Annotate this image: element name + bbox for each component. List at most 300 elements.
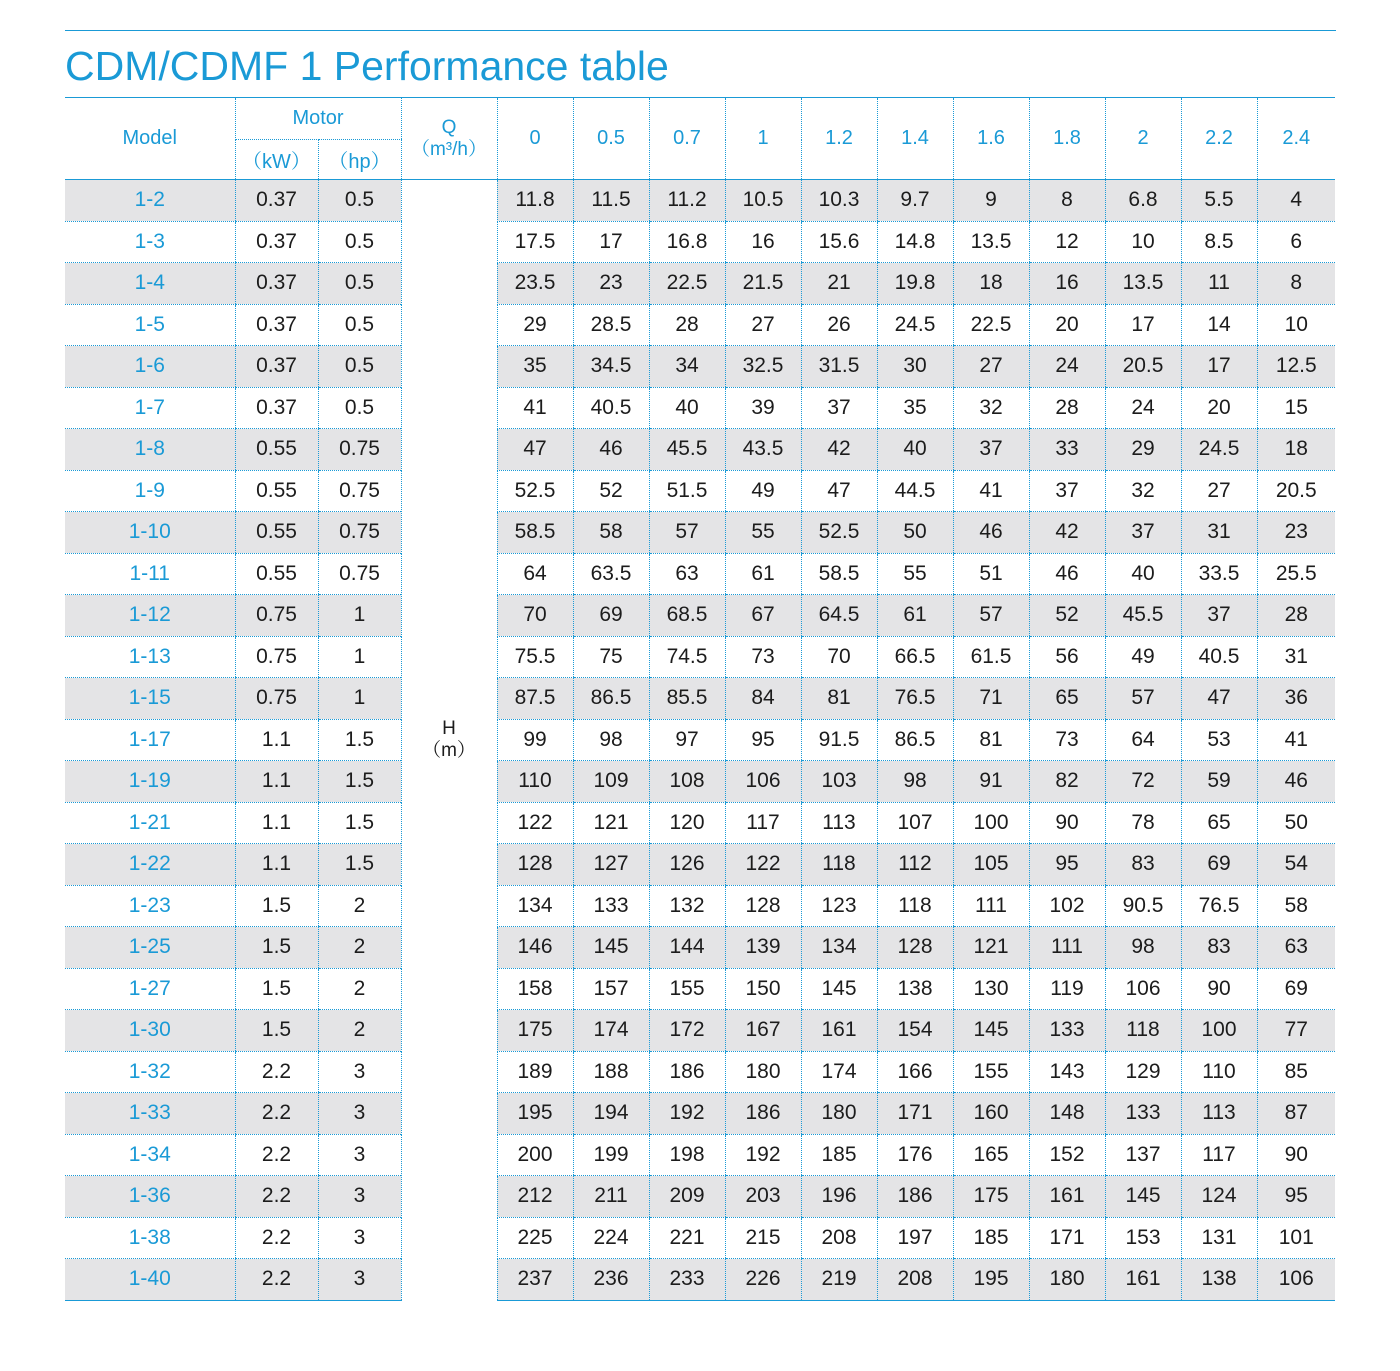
head-value-cell: 31 (1257, 636, 1335, 678)
hp-cell: 0.75 (318, 470, 401, 512)
table-row (65, 1259, 1335, 1301)
kw-cell: 0.55 (235, 429, 318, 471)
head-value-cell: 117 (1181, 1134, 1257, 1176)
head-value-cell: 39 (725, 387, 801, 429)
head-value-cell: 171 (1029, 1217, 1105, 1259)
head-value-cell: 76.5 (1181, 885, 1257, 927)
head-value-cell: 128 (497, 844, 573, 886)
head-value-cell: 121 (573, 802, 649, 844)
head-value-cell: 11 (1181, 263, 1257, 305)
hp-cell: 3 (318, 1093, 401, 1135)
head-value-cell: 52.5 (801, 512, 877, 554)
head-value-cell: 122 (497, 802, 573, 844)
head-value-cell: 90 (1257, 1134, 1335, 1176)
head-value-cell: 75.5 (497, 636, 573, 678)
head-value-cell: 215 (725, 1217, 801, 1259)
head-value-cell: 16.8 (649, 221, 725, 263)
model-cell: 1-19 (65, 761, 235, 803)
kw-cell: 0.37 (235, 346, 318, 388)
head-value-cell: 198 (649, 1134, 725, 1176)
head-value-cell: 208 (877, 1259, 953, 1301)
head-value-cell: 25.5 (1257, 553, 1335, 595)
head-value-cell: 29 (1105, 429, 1181, 471)
model-cell: 1-7 (65, 387, 235, 429)
table-row (65, 761, 1335, 803)
kw-cell: 0.55 (235, 470, 318, 512)
hp-cell: 1 (318, 595, 401, 637)
head-value-cell: 221 (649, 1217, 725, 1259)
kw-header: （kW） (235, 140, 318, 180)
table-row (65, 1217, 1335, 1259)
head-value-cell: 19.8 (877, 263, 953, 305)
head-value-cell: 58 (1257, 885, 1335, 927)
hp-cell: 1.5 (318, 719, 401, 761)
head-value-cell: 52 (573, 470, 649, 512)
table-row (65, 180, 1335, 222)
head-value-cell: 110 (1181, 1051, 1257, 1093)
head-value-cell: 145 (953, 1010, 1029, 1052)
head-value-cell: 98 (573, 719, 649, 761)
head-value-cell: 237 (497, 1259, 573, 1301)
head-value-cell: 61 (877, 595, 953, 637)
head-value-cell: 138 (877, 968, 953, 1010)
head-value-cell: 69 (1257, 968, 1335, 1010)
head-value-cell: 186 (649, 1051, 725, 1093)
head-value-cell: 106 (725, 761, 801, 803)
hp-cell: 1.5 (318, 761, 401, 803)
head-value-cell: 18 (1257, 429, 1335, 471)
model-cell: 1-25 (65, 927, 235, 969)
head-value-cell: 51 (953, 553, 1029, 595)
model-cell: 1-4 (65, 263, 235, 305)
head-value-cell: 14.8 (877, 221, 953, 263)
head-value-cell: 158 (497, 968, 573, 1010)
head-value-cell: 236 (573, 1259, 649, 1301)
head-value-cell: 133 (1105, 1093, 1181, 1135)
head-value-cell: 21 (801, 263, 877, 305)
head-value-cell: 155 (649, 968, 725, 1010)
head-value-cell: 146 (497, 927, 573, 969)
head-value-cell: 144 (649, 927, 725, 969)
head-value-cell: 100 (1181, 1010, 1257, 1052)
kw-cell: 0.37 (235, 304, 318, 346)
head-value-cell: 49 (725, 470, 801, 512)
head-value-cell: 160 (953, 1093, 1029, 1135)
head-value-cell: 35 (877, 387, 953, 429)
table-row (65, 802, 1335, 844)
head-value-cell: 233 (649, 1259, 725, 1301)
head-value-cell: 40 (1105, 553, 1181, 595)
head-value-cell: 118 (1105, 1010, 1181, 1052)
head-value-cell: 24 (1105, 387, 1181, 429)
table-row (65, 263, 1335, 305)
head-value-cell: 95 (725, 719, 801, 761)
hp-header: （hp） (318, 140, 401, 180)
head-value-cell: 35 (497, 346, 573, 388)
head-value-cell: 47 (1181, 678, 1257, 720)
head-value-cell: 212 (497, 1176, 573, 1218)
head-value-cell: 46 (1029, 553, 1105, 595)
head-value-cell: 225 (497, 1217, 573, 1259)
head-value-cell: 10.5 (725, 180, 801, 222)
head-value-cell: 47 (497, 429, 573, 471)
head-value-cell: 106 (1105, 968, 1181, 1010)
table-row (65, 387, 1335, 429)
head-value-cell: 186 (877, 1176, 953, 1218)
head-value-cell: 5.5 (1181, 180, 1257, 222)
head-value-cell: 219 (801, 1259, 877, 1301)
head-value-cell: 67 (725, 595, 801, 637)
hp-cell: 1 (318, 636, 401, 678)
head-value-cell: 138 (1181, 1259, 1257, 1301)
head-value-cell: 111 (953, 885, 1029, 927)
model-cell: 1-36 (65, 1176, 235, 1218)
hp-cell: 3 (318, 1217, 401, 1259)
hp-cell: 0.5 (318, 221, 401, 263)
kw-cell: 2.2 (235, 1259, 318, 1301)
head-value-cell: 150 (725, 968, 801, 1010)
head-value-cell: 166 (877, 1051, 953, 1093)
head-value-cell: 30 (877, 346, 953, 388)
kw-cell: 2.2 (235, 1134, 318, 1176)
model-cell: 1-10 (65, 512, 235, 554)
head-value-cell: 155 (953, 1051, 1029, 1093)
head-value-cell: 161 (1105, 1259, 1181, 1301)
head-value-cell: 17.5 (497, 221, 573, 263)
hp-cell: 0.75 (318, 429, 401, 471)
head-value-cell: 82 (1029, 761, 1105, 803)
head-value-cell: 77 (1257, 1010, 1335, 1052)
model-cell: 1-27 (65, 968, 235, 1010)
kw-cell: 0.75 (235, 636, 318, 678)
head-value-cell: 90 (1029, 802, 1105, 844)
head-value-cell: 37 (1029, 470, 1105, 512)
head-value-cell: 84 (725, 678, 801, 720)
head-value-cell: 47 (801, 470, 877, 512)
head-value-cell: 123 (801, 885, 877, 927)
hp-cell: 2 (318, 1010, 401, 1052)
head-value-cell: 71 (953, 678, 1029, 720)
hp-cell: 0.75 (318, 553, 401, 595)
head-value-cell: 27 (725, 304, 801, 346)
head-value-cell: 69 (573, 595, 649, 637)
hp-cell: 0.5 (318, 304, 401, 346)
hp-cell: 3 (318, 1259, 401, 1301)
head-value-cell: 211 (573, 1176, 649, 1218)
flow-header: 1.8 (1029, 98, 1105, 180)
head-value-cell: 27 (953, 346, 1029, 388)
head-value-cell: 134 (497, 885, 573, 927)
h-label-cell (401, 180, 497, 1301)
head-value-cell: 41 (1257, 719, 1335, 761)
kw-cell: 0.37 (235, 387, 318, 429)
head-value-cell: 70 (801, 636, 877, 678)
head-value-cell: 113 (1181, 1093, 1257, 1135)
head-value-cell: 102 (1029, 885, 1105, 927)
head-value-cell: 109 (573, 761, 649, 803)
head-value-cell: 208 (801, 1217, 877, 1259)
head-value-cell: 70 (497, 595, 573, 637)
head-value-cell: 31 (1181, 512, 1257, 554)
head-value-cell: 29 (497, 304, 573, 346)
hp-cell: 2 (318, 968, 401, 1010)
kw-cell: 1.1 (235, 844, 318, 886)
head-value-cell: 113 (801, 802, 877, 844)
model-cell: 1-32 (65, 1051, 235, 1093)
head-value-cell: 58 (573, 512, 649, 554)
head-value-cell: 195 (953, 1259, 1029, 1301)
table-row (65, 885, 1335, 927)
head-value-cell: 13.5 (1105, 263, 1181, 305)
head-value-cell: 42 (1029, 512, 1105, 554)
flow-header: 2.4 (1257, 98, 1335, 180)
hp-cell: 0.5 (318, 180, 401, 222)
head-value-cell: 34 (649, 346, 725, 388)
head-value-cell: 180 (725, 1051, 801, 1093)
head-value-cell: 194 (573, 1093, 649, 1135)
head-value-cell: 32 (1105, 470, 1181, 512)
head-value-cell: 13.5 (953, 221, 1029, 263)
table-row (65, 512, 1335, 554)
head-value-cell: 98 (1105, 927, 1181, 969)
head-value-cell: 61 (725, 553, 801, 595)
flow-header: 0 (497, 98, 573, 180)
head-value-cell: 17 (573, 221, 649, 263)
head-value-cell: 50 (1257, 802, 1335, 844)
head-value-cell: 40.5 (1181, 636, 1257, 678)
kw-cell: 0.37 (235, 221, 318, 263)
head-value-cell: 4 (1257, 180, 1335, 222)
head-value-cell: 78 (1105, 802, 1181, 844)
head-value-cell: 180 (801, 1093, 877, 1135)
head-value-cell: 50 (877, 512, 953, 554)
head-value-cell: 87.5 (497, 678, 573, 720)
head-value-cell: 28 (1029, 387, 1105, 429)
head-value-cell: 143 (1029, 1051, 1105, 1093)
head-value-cell: 152 (1029, 1134, 1105, 1176)
head-value-cell: 137 (1105, 1134, 1181, 1176)
header-row-top (65, 98, 1335, 140)
head-value-cell: 6 (1257, 221, 1335, 263)
kw-cell: 1.1 (235, 802, 318, 844)
head-value-cell: 63 (649, 553, 725, 595)
head-value-cell: 199 (573, 1134, 649, 1176)
kw-cell: 2.2 (235, 1051, 318, 1093)
head-value-cell: 8 (1029, 180, 1105, 222)
head-value-cell: 20 (1029, 304, 1105, 346)
hp-cell: 1.5 (318, 802, 401, 844)
head-value-cell: 24.5 (1181, 429, 1257, 471)
table-row (65, 1176, 1335, 1218)
head-value-cell: 8 (1257, 263, 1335, 305)
kw-cell: 0.37 (235, 180, 318, 222)
table-row (65, 304, 1335, 346)
table-row (65, 844, 1335, 886)
model-cell: 1-8 (65, 429, 235, 471)
head-value-cell: 195 (497, 1093, 573, 1135)
table-row (65, 221, 1335, 263)
head-value-cell: 63.5 (573, 553, 649, 595)
model-cell: 1-13 (65, 636, 235, 678)
head-value-cell: 45.5 (649, 429, 725, 471)
head-value-cell: 153 (1105, 1217, 1181, 1259)
model-header: Model (65, 98, 235, 180)
hp-cell: 1 (318, 678, 401, 720)
kw-cell: 2.2 (235, 1093, 318, 1135)
head-value-cell: 10 (1105, 221, 1181, 263)
top-rule (65, 30, 1336, 31)
table-body (65, 180, 1335, 1301)
head-value-cell: 128 (725, 885, 801, 927)
head-value-cell: 17 (1181, 346, 1257, 388)
head-value-cell: 172 (649, 1010, 725, 1052)
head-value-cell: 174 (573, 1010, 649, 1052)
table-row (65, 346, 1335, 388)
head-value-cell: 154 (877, 1010, 953, 1052)
q-header (401, 98, 497, 180)
head-value-cell: 53 (1181, 719, 1257, 761)
table-row (65, 719, 1335, 761)
head-value-cell: 64.5 (801, 595, 877, 637)
head-value-cell: 23 (573, 263, 649, 305)
head-value-cell: 66.5 (877, 636, 953, 678)
head-value-cell: 27 (1181, 470, 1257, 512)
head-value-cell: 41 (497, 387, 573, 429)
model-cell: 1-9 (65, 470, 235, 512)
q-unit: （m³/h） (410, 138, 487, 160)
head-value-cell: 40.5 (573, 387, 649, 429)
head-value-cell: 83 (1105, 844, 1181, 886)
head-value-cell: 134 (801, 927, 877, 969)
head-value-cell: 171 (877, 1093, 953, 1135)
head-value-cell: 87 (1257, 1093, 1335, 1135)
model-cell: 1-38 (65, 1217, 235, 1259)
model-cell: 1-3 (65, 221, 235, 263)
head-value-cell: 165 (953, 1134, 1029, 1176)
head-value-cell: 36 (1257, 678, 1335, 720)
head-value-cell: 61.5 (953, 636, 1029, 678)
head-value-cell: 65 (1181, 802, 1257, 844)
head-value-cell: 101 (1257, 1217, 1335, 1259)
table-row (65, 968, 1335, 1010)
head-value-cell: 83 (1181, 927, 1257, 969)
head-value-cell: 157 (573, 968, 649, 1010)
flow-header: 2 (1105, 98, 1181, 180)
head-value-cell: 129 (1105, 1051, 1181, 1093)
head-value-cell: 73 (1029, 719, 1105, 761)
head-value-cell: 139 (725, 927, 801, 969)
head-value-cell: 103 (801, 761, 877, 803)
model-cell: 1-11 (65, 553, 235, 595)
head-value-cell: 12 (1029, 221, 1105, 263)
head-value-cell: 15.6 (801, 221, 877, 263)
hp-cell: 0.5 (318, 346, 401, 388)
model-cell: 1-23 (65, 885, 235, 927)
head-value-cell: 192 (649, 1093, 725, 1135)
model-cell: 1-34 (65, 1134, 235, 1176)
flow-header: 1.6 (953, 98, 1029, 180)
head-value-cell: 58.5 (801, 553, 877, 595)
head-value-cell: 145 (1105, 1176, 1181, 1218)
head-value-cell: 63 (1257, 927, 1335, 969)
table-row (65, 1051, 1335, 1093)
head-value-cell: 20.5 (1257, 470, 1335, 512)
model-cell: 1-22 (65, 844, 235, 886)
head-value-cell: 44.5 (877, 470, 953, 512)
head-value-cell: 26 (801, 304, 877, 346)
head-value-cell: 107 (877, 802, 953, 844)
h-label: H (442, 718, 456, 739)
kw-cell: 0.55 (235, 512, 318, 554)
hp-cell: 1.5 (318, 844, 401, 886)
head-value-cell: 133 (573, 885, 649, 927)
head-value-cell: 42 (801, 429, 877, 471)
head-value-cell: 40 (649, 387, 725, 429)
head-value-cell: 24.5 (877, 304, 953, 346)
head-value-cell: 108 (649, 761, 725, 803)
head-value-cell: 76.5 (877, 678, 953, 720)
head-value-cell: 85.5 (649, 678, 725, 720)
head-value-cell: 175 (953, 1176, 1029, 1218)
kw-cell: 0.37 (235, 263, 318, 305)
table-row (65, 470, 1335, 512)
head-value-cell: 74.5 (649, 636, 725, 678)
head-value-cell: 18 (953, 263, 1029, 305)
model-cell: 1-17 (65, 719, 235, 761)
head-value-cell: 145 (573, 927, 649, 969)
head-value-cell: 133 (1029, 1010, 1105, 1052)
head-value-cell: 121 (953, 927, 1029, 969)
head-value-cell: 43.5 (725, 429, 801, 471)
head-value-cell: 64 (1105, 719, 1181, 761)
model-cell: 1-15 (65, 678, 235, 720)
hp-cell: 0.5 (318, 263, 401, 305)
head-value-cell: 45.5 (1105, 595, 1181, 637)
head-value-cell: 46 (1257, 761, 1335, 803)
head-value-cell: 9 (953, 180, 1029, 222)
head-value-cell: 91.5 (801, 719, 877, 761)
head-value-cell: 11.8 (497, 180, 573, 222)
motor-header: Motor (235, 98, 401, 140)
kw-cell: 1.5 (235, 927, 318, 969)
table-row (65, 636, 1335, 678)
kw-cell: 2.2 (235, 1176, 318, 1218)
hp-cell: 2 (318, 885, 401, 927)
flow-header: 1.2 (801, 98, 877, 180)
table-row (65, 678, 1335, 720)
head-value-cell: 11.2 (649, 180, 725, 222)
head-value-cell: 161 (1029, 1176, 1105, 1218)
head-value-cell: 90 (1181, 968, 1257, 1010)
model-cell: 1-33 (65, 1093, 235, 1135)
head-value-cell: 98 (877, 761, 953, 803)
head-value-cell: 37 (801, 387, 877, 429)
q-label: Q (441, 116, 457, 138)
head-value-cell: 55 (877, 553, 953, 595)
performance-table (65, 97, 1335, 1301)
head-value-cell: 119 (1029, 968, 1105, 1010)
head-value-cell: 226 (725, 1259, 801, 1301)
head-value-cell: 200 (497, 1134, 573, 1176)
head-value-cell: 81 (801, 678, 877, 720)
model-cell: 1-6 (65, 346, 235, 388)
head-value-cell: 23.5 (497, 263, 573, 305)
head-value-cell: 189 (497, 1051, 573, 1093)
head-value-cell: 52 (1029, 595, 1105, 637)
head-value-cell: 131 (1181, 1217, 1257, 1259)
head-value-cell: 145 (801, 968, 877, 1010)
head-value-cell: 118 (877, 885, 953, 927)
